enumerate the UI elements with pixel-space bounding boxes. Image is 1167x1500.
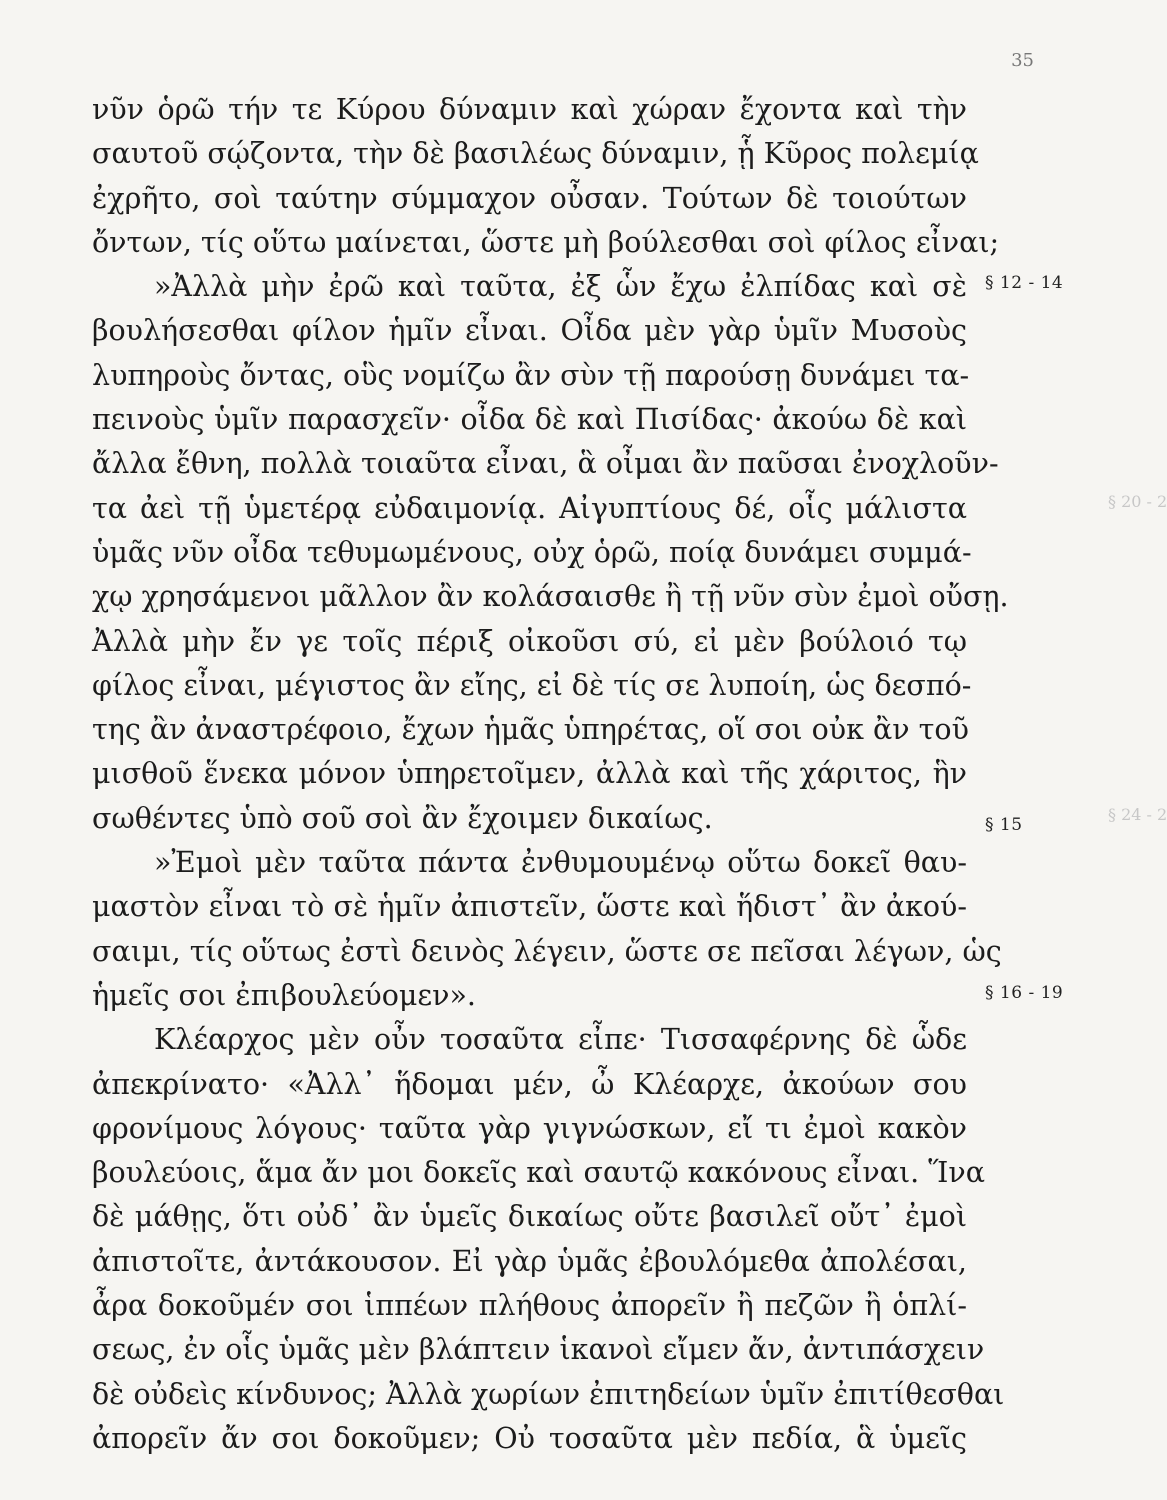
text-line: της ἂν ἀναστρέφοιο, ἔχων ἡμᾶς ὑπηρέτας, οἵ σοι οὐκ ἂν τοῦ [92,713,969,747]
text-line: σεως, ἐν οἷς ὑμᾶς μὲν βλάπτειν ἱκανοὶ εἴμεν ἄν, ἀντιπάσχειν [92,1333,985,1367]
text-line: ἐχρῆτο, σοὶ ταύτην σύμμαχον οὖσαν. Τούτων δὲ τοιούτων [92,181,967,215]
text-line: δὲ οὐδεὶς κίνδυνος; Ἀλλὰ χωρίων ἐπιτηδείων ὑμῖν ἐπιτίθεσθαι [92,1377,1005,1411]
text-line: ὑμᾶς νῦν οἶδα τεθυμωμένους, οὐχ ὁρῶ, ποίᾳ δυνάμει συμμά- [92,535,972,569]
text-line: »Ἀλλὰ μὴν ἐρῶ καὶ ταῦτα, ἐξ ὧν ἔχω ἐλπίδας καὶ σὲ [154,270,967,304]
text-line: λυπηροὺς ὄντας, οὓς νομίζω ἂν σὺν τῇ παρούσῃ δυνάμει τα- [92,358,970,392]
text-line: Κλέαρχος μὲν οὖν τοσαῦτα εἶπε· Τισσαφέρνης δὲ ὧδε [154,1023,967,1057]
text-line: σαιμι, τίς οὕτως ἐστὶ δεινὸς λέγειν, ὥστε σε πεῖσαι λέγων, ὡς [92,934,1002,968]
bleed-through-section-note: § 24 - 2 [1108,805,1167,824]
text-line: μισθοῦ ἕνεκα μόνον ὑπηρετοῖμεν, ἀλλὰ καὶ τῆς χάριτος, ἣν [92,757,967,791]
text-line: ἆρα δοκοῦμέν σοι ἱππέων πλήθους ἀπορεῖν ἢ πεζῶν ἢ ὁπλί- [92,1289,967,1323]
text-line: ἡμεῖς σοι ἐπιβουλεύομεν». [92,978,476,1012]
margin-section-note: § 15 [985,815,1023,835]
text-line: ὄντων, τίς οὕτω μαίνεται, ὥστε μὴ βούλεσθαι σοὶ φίλος εἶναι; [92,225,1000,259]
text-line: δὲ μάθῃς, ὅτι οὐδ᾽ ἂν ὑμεῖς δικαίως οὔτε βασιλεῖ οὔτ᾽ ἐμοὶ [92,1200,967,1234]
text-line: ἀπεκρίνατο· «Ἀλλ᾽ ἥδομαι μέν, ὦ Κλέαρχε, ἀκούων σου [92,1067,967,1101]
page-number: 35 [1011,50,1034,71]
text-line: χῳ χρησάμενοι μᾶλλον ἂν κολάσαισθε ἢ τῇ νῦν σὺν ἐμοὶ οὔσῃ. [92,580,1009,614]
text-line: ἀπιστοῖτε, ἀντάκουσον. Εἰ γὰρ ὑμᾶς ἐβουλόμεθα ἀπολέσαι, [92,1244,967,1278]
text-line: σωθέντες ὑπὸ σοῦ σοὶ ἂν ἔχοιμεν δικαίως. [92,801,713,835]
text-line: τα ἀεὶ τῇ ὑμετέρᾳ εὐδαιμονίᾳ. Αἰγυπτίους δέ, οἷς μάλιστα [92,491,967,525]
text-line: βουλεύοις, ἅμα ἄν μοι δοκεῖς καὶ σαυτῷ κακόνους εἶναι. Ἵνα [92,1156,985,1190]
margin-section-note: § 16 - 19 [985,983,1064,1003]
text-line: φίλος εἶναι, μέγιστος ἂν εἴης, εἰ δὲ τίς σε λυποίη, ὡς δεσπό- [92,668,972,702]
text-line: βουλήσεσθαι φίλον ἡμῖν εἶναι. Οἶδα μὲν γὰρ ὑμῖν Μυσοὺς [92,314,967,348]
text-line: νῦν ὁρῶ τήν τε Κύρου δύναμιν καὶ χώραν ἔχοντα καὶ τὴν [92,93,967,126]
text-line: Ἀλλὰ μὴν ἔν γε τοῖς πέριξ οἰκοῦσι σύ, εἰ μὲν βούλοιό τῳ [92,624,967,658]
text-line: »Ἐμοὶ μὲν ταῦτα πάντα ἐνθυμουμένῳ οὕτω δοκεῖ θαυ- [154,846,967,880]
text-line: μαστὸν εἶναι τὸ σὲ ἡμῖν ἀπιστεῖν, ὥστε καὶ ἥδιστ᾽ ἂν ἀκού- [92,890,967,924]
text-line: ἀπορεῖν ἄν σοι δοκοῦμεν; Οὐ τοσαῦτα μὲν πεδία, ἃ ὑμεῖς [92,1421,967,1455]
text-line: ἄλλα ἔθνη, πολλὰ τοιαῦτα εἶναι, ἃ οἶμαι ἂν παῦσαι ἐνοχλοῦν- [92,447,999,481]
bleed-through-section-note: § 20 - 2 [1108,492,1167,511]
text-line: σαυτοῦ σῴζοντα, τὴν δὲ βασιλέως δύναμιν, ᾗ Κῦρος πολεμίᾳ [92,137,979,171]
text-line: φρονίμους λόγους· ταῦτα γὰρ γιγνώσκων, εἴ τι ἐμοὶ κακὸν [92,1111,967,1145]
text-line: πεινοὺς ὑμῖν παρασχεῖν· οἶδα δὲ καὶ Πισίδας· ἀκούω δὲ καὶ [92,403,967,437]
margin-section-note: § 12 - 14 [985,273,1064,293]
